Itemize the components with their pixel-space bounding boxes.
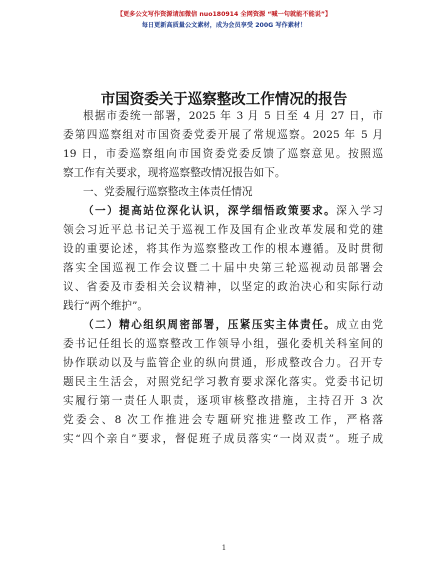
body-line: 党委会、8 次工作推进会专题研究推进整改工作，严格落 <box>63 414 383 426</box>
body-line: 19 日，市委巡察组向市国资委党委反馈了巡察意见。按照巡 <box>63 148 383 160</box>
body-line: 根据市委统一部署，2025 年 3 月 5 日至 4 月 27 日，市 <box>83 110 383 122</box>
body-line: 协作联动以及与监管企业的纵向贯通，形成整改合力。召开专 <box>63 357 383 369</box>
body-line: （一）提高站位深化认识，深学细悟政策要求。深入学习 <box>83 205 384 217</box>
body-line: 委第四巡察组对市国资委党委开展了常规巡察。2025 年 5 月 <box>63 129 383 141</box>
body-line: 实履行第一责任人职责，逐项审核整改措施，主持召开 3 次 <box>63 395 383 407</box>
subheading-text: （一）提高站位深化认识，深学细悟政策要求。 <box>83 205 337 217</box>
page-number: 1 <box>221 544 227 552</box>
section-heading: 一、党委履行巡察整改主体责任情况 <box>83 186 253 198</box>
body-line: 议、省委及市委相关会议精神，以坚定的政治决心和实际行动 <box>63 281 383 293</box>
body-line: 委书记任组长的巡察整改工作领导小组，强化委机关科室间的 <box>63 338 383 350</box>
promo-banner-line-1: 【更多公文写作资源请加微信 nuo180914 全网资源 “喊一句就能不能说”】 <box>116 11 332 18</box>
promo-banner-line-2: 每日更新高质量公文素材，成为会员享受 200G 写作素材！ <box>141 22 307 29</box>
body-line: 领会习近平总书记关于巡视工作及国有企业改革发展和党的建 <box>63 224 383 236</box>
subheading-text: （二）精心组织周密部署，压紧压实主体责任。 <box>83 319 337 331</box>
document-title: 市国资委关于巡察整改工作情况的报告 <box>100 92 348 108</box>
body-line: （二）精心组织周密部署，压紧压实主体责任。成立由党 <box>83 319 384 331</box>
body-line: 设的重要论述，将其作为巡察整改工作的根本遵循。及时贯彻 <box>63 243 383 255</box>
body-line: 察工作有关要求，现将巡察整改情况报告如下。 <box>63 167 286 179</box>
body-line: 实“四个亲自”要求，督促班子成员落实“一岗双责”。班子成 <box>63 433 383 445</box>
body-line: 题民主生活会，对照党纪学习教育要求深化落实。党委书记切 <box>63 376 383 388</box>
body-line: 践行“两个维护”。 <box>63 300 148 312</box>
body-line: 落实全国巡视工作会议暨二十届中央第三轮巡视动员部署会 <box>63 262 383 274</box>
